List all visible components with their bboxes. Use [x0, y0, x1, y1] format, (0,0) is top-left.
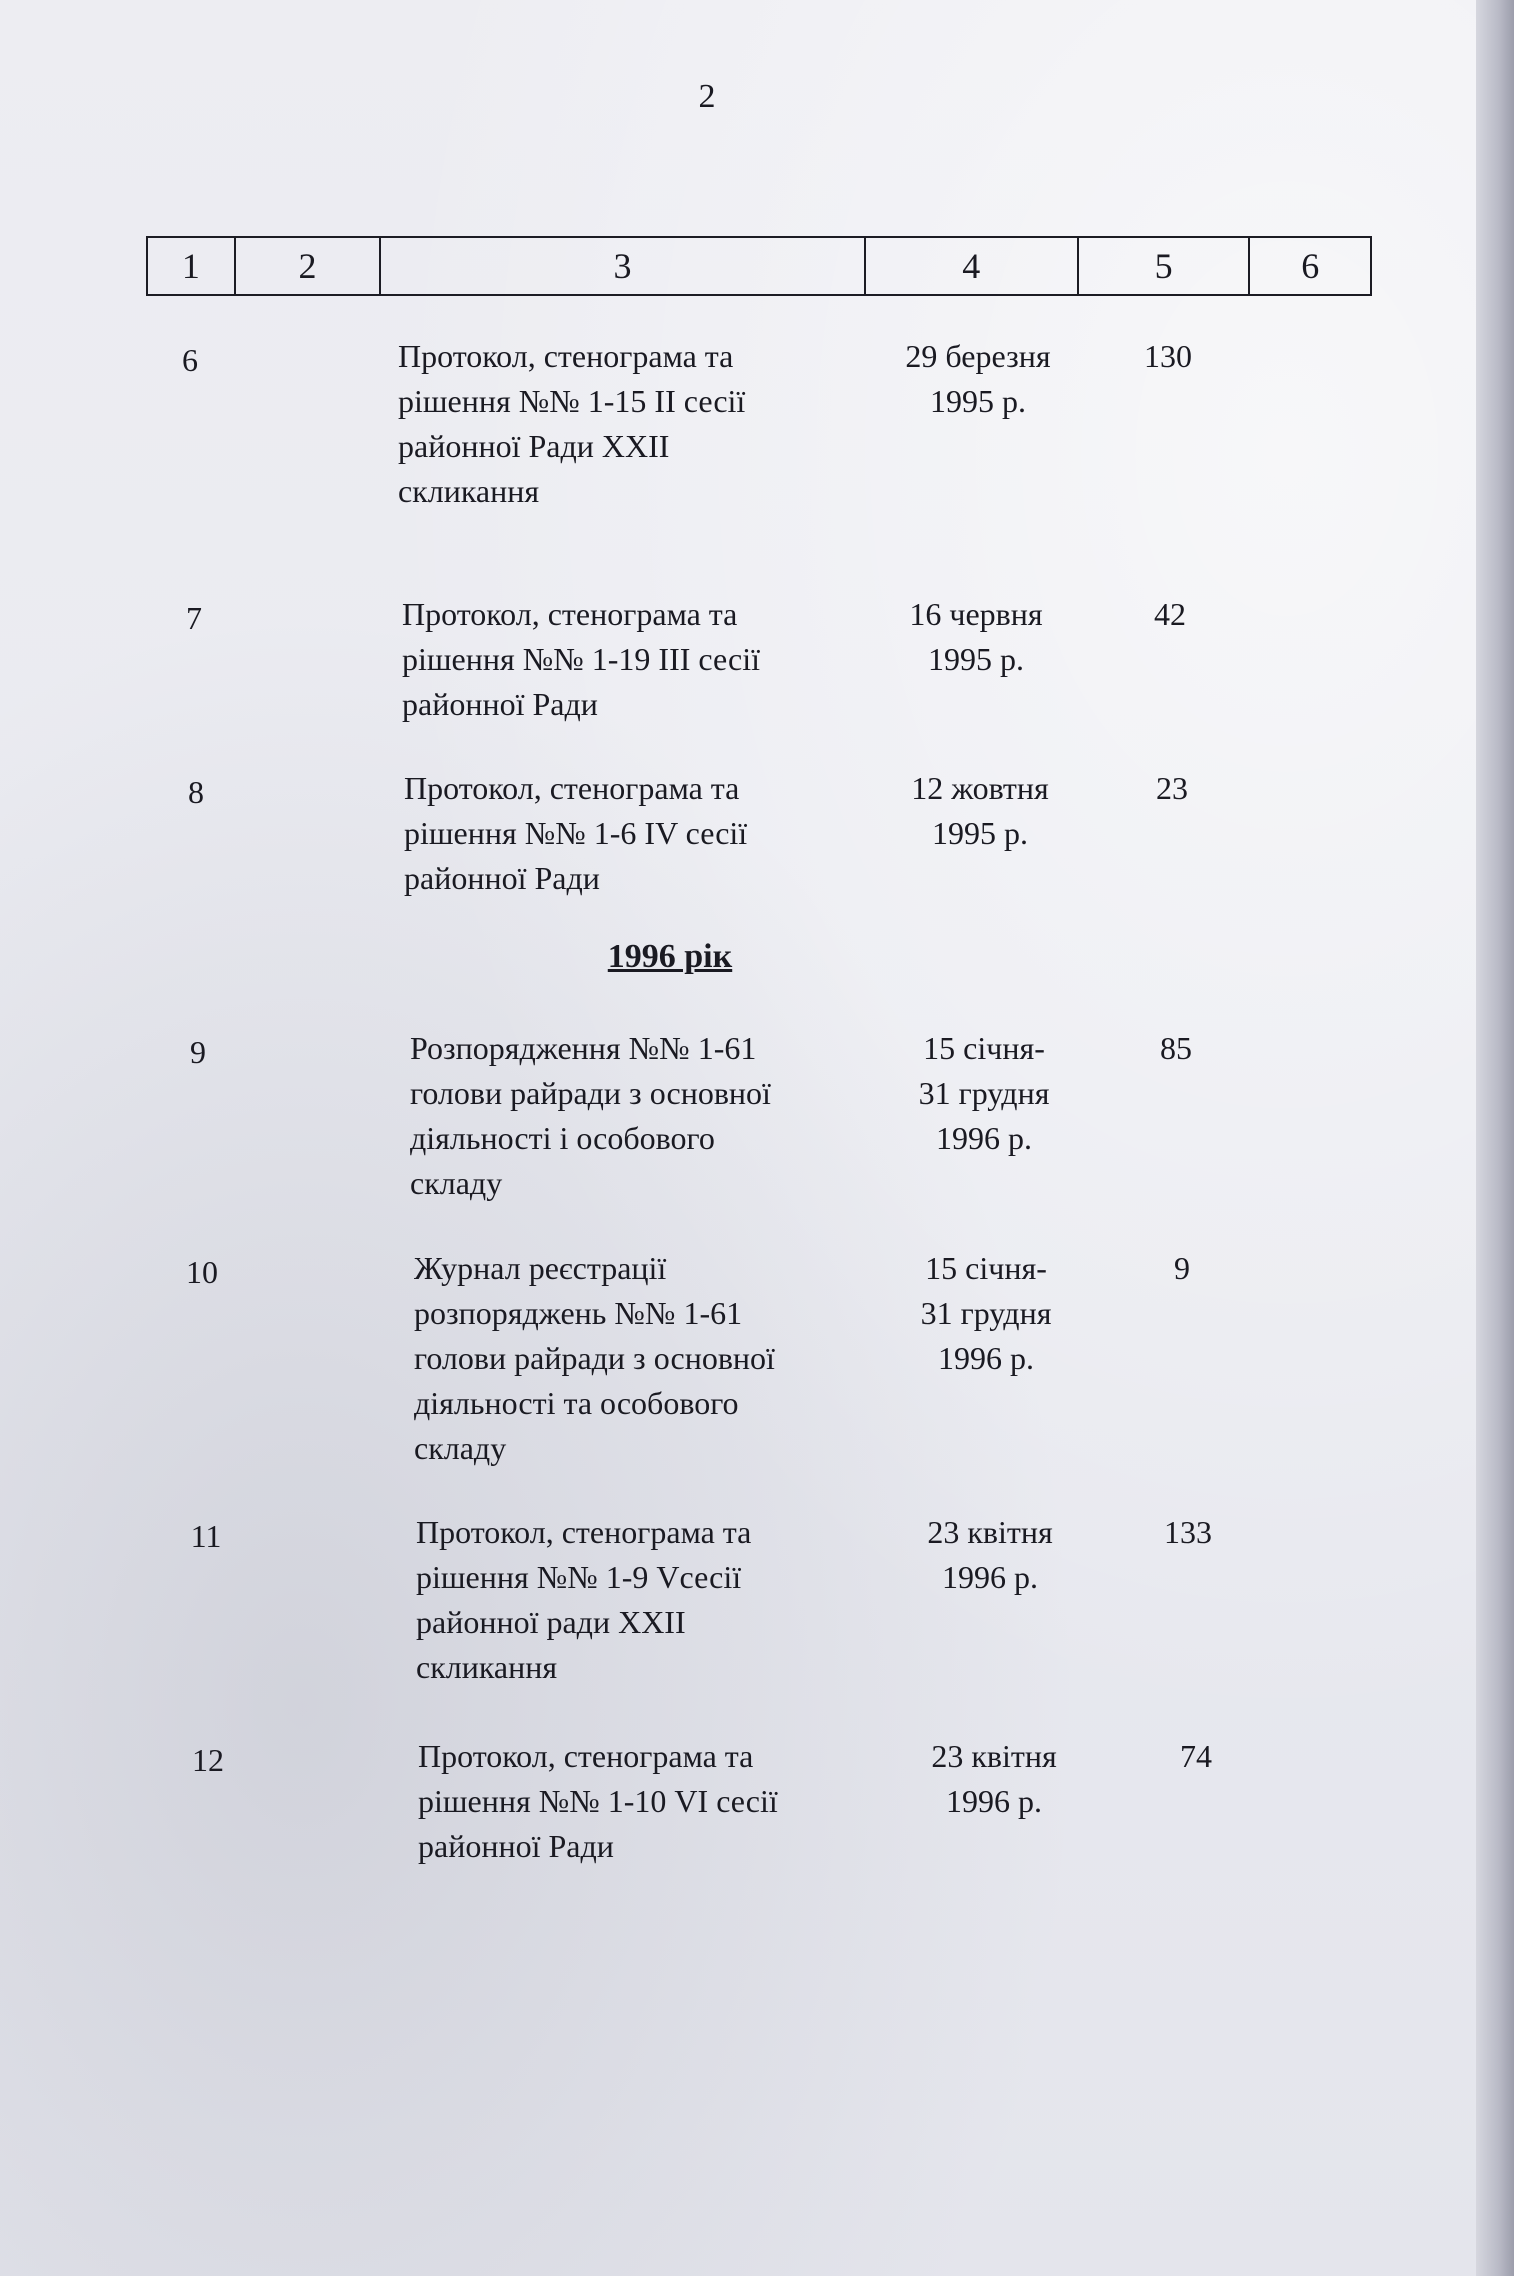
entry-date: [874, 1026, 1094, 1161]
entry-sheet-count: 23: [1156, 770, 1188, 806]
entry-title-line: складу: [410, 1165, 503, 1201]
entry-sheet-count: 85: [1160, 1030, 1192, 1066]
column-header-3: 3: [381, 238, 865, 294]
entry-title-line: районної Ради XXII: [398, 428, 670, 464]
entry-date-line: 23 квітня: [931, 1738, 1057, 1774]
entry-date: [866, 592, 1086, 682]
entry-title-line: районної Ради: [402, 686, 598, 722]
entry-title-line: Протокол, стенограма та: [416, 1514, 752, 1550]
entry-title-line: рішення №№ 1-10 VI сесії: [418, 1783, 778, 1819]
entry-date: [884, 1734, 1104, 1824]
entry-date-line: 31 грудня: [918, 1075, 1050, 1111]
entry-date-line: 1996 р.: [942, 1559, 1038, 1595]
entry-title-line: Протокол, стенограма та: [418, 1738, 754, 1774]
entry-date-line: 15 січня-: [925, 1250, 1047, 1286]
entry-title: [402, 592, 862, 727]
entry-date: [876, 1246, 1096, 1381]
entry-title-line: голови райради з основної: [414, 1340, 775, 1376]
entry-title: [398, 334, 858, 514]
page-number: 2: [698, 78, 716, 115]
entry-title-line: голови райради з основної: [410, 1075, 771, 1111]
entry-title-line: Розпорядження №№ 1-61: [410, 1030, 757, 1066]
entry-date: [880, 1510, 1100, 1600]
entry-title-line: діяльності і особового: [410, 1120, 715, 1156]
entry-date-line: 1996 р.: [936, 1120, 1032, 1156]
column-header-2: 2: [236, 238, 382, 294]
entry-number: 7: [186, 600, 202, 636]
entry-title-line: Протокол, стенограма та: [398, 338, 734, 374]
page-edge-shadow: [1476, 0, 1514, 2276]
entry-number: 12: [192, 1742, 224, 1778]
entry-title: [410, 1026, 870, 1206]
entry-date: [868, 334, 1088, 424]
entry-title-line: районної ради XXII: [416, 1604, 686, 1640]
entry-title: [414, 1246, 874, 1471]
entry-number: 11: [190, 1518, 222, 1554]
entry-title: [418, 1734, 878, 1869]
entry-sheet-count: 133: [1164, 1514, 1212, 1550]
entry-number: 6: [182, 342, 198, 378]
entry-date-line: 1996 р.: [938, 1340, 1034, 1376]
entry-sheet-count: 9: [1174, 1250, 1190, 1286]
entry-date-line: 29 березня: [905, 338, 1051, 374]
entry-date: [870, 766, 1090, 856]
entry-title-line: скликання: [398, 473, 540, 509]
column-header-4: 4: [866, 238, 1079, 294]
entry-title-line: скликання: [416, 1649, 558, 1685]
entry-title-line: Журнал реєстрації: [414, 1250, 667, 1286]
entry-title-line: рішення №№ 1-9 Vсесії: [416, 1559, 742, 1595]
entry-date-line: 1995 р.: [932, 815, 1028, 851]
entry-title-line: складу: [414, 1430, 507, 1466]
entry-title: [416, 1510, 876, 1690]
column-header-6: 6: [1301, 246, 1320, 286]
column-header-1: 1: [148, 238, 236, 294]
entry-date-line: 1995 р.: [928, 641, 1024, 677]
entry-title-line: Протокол, стенограма та: [404, 770, 740, 806]
entry-date-line: 16 червня: [909, 596, 1043, 632]
entry-date-line: 1996 р.: [946, 1783, 1042, 1819]
entry-date-line: 1995 р.: [930, 383, 1026, 419]
entry-title-line: рішення №№ 1-15 II сесії: [398, 383, 746, 419]
entry-sheet-count: 130: [1144, 338, 1192, 374]
year-heading: 1996 рік: [607, 938, 733, 975]
entry-sheet-count: 42: [1154, 596, 1186, 632]
entry-number: 10: [186, 1254, 218, 1290]
entry-title-line: розпоряджень №№ 1-61: [414, 1295, 743, 1331]
entry-title-line: рішення №№ 1-6 IV сесії: [404, 815, 748, 851]
entry-date-line: 12 жовтня: [911, 770, 1049, 806]
column-header-row: [146, 236, 1372, 296]
entry-sheet-count: 74: [1180, 1738, 1212, 1774]
entry-title-line: Протокол, стенограма та: [402, 596, 738, 632]
entry-title-line: рішення №№ 1-19 III сесії: [402, 641, 760, 677]
entry-number: 8: [188, 774, 204, 810]
entry-number: 9: [190, 1034, 206, 1070]
column-header-5: 5: [1079, 238, 1250, 294]
entry-date-line: 31 грудня: [920, 1295, 1052, 1331]
entry-title-line: районної Ради: [404, 860, 600, 896]
entry-title: [404, 766, 864, 901]
entry-date-line: 15 січня-: [923, 1030, 1045, 1066]
entry-title-line: районної Ради: [418, 1828, 614, 1864]
entry-date-line: 23 квітня: [927, 1514, 1053, 1550]
entry-title-line: діяльності та особового: [414, 1385, 739, 1421]
